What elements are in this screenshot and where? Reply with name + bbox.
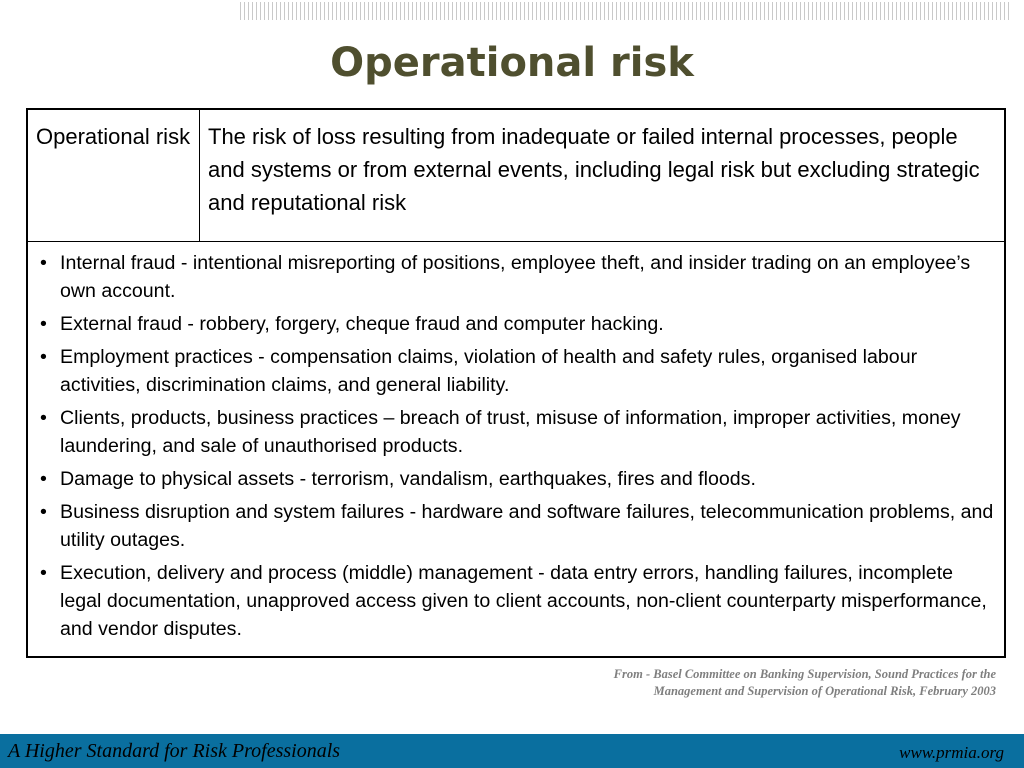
list-item [40,559,994,643]
bullet-icon: • [40,252,47,274]
source-citation [436,666,996,700]
source-line-2: Management and Supervision of Operational Risk, February 2003 [653,684,996,698]
list-item-text: Clients, products, business practices – breach of trust, misuse of information, improper activities, money laundering, and sale of unauthorised products. [60,407,961,457]
list-item-text: Internal fraud - intentional misreporting of positions, employee theft, and insider trading on an employee’s own account. [60,252,971,302]
bullet-icon: • [40,407,47,429]
header-stripes-decoration [240,2,1010,20]
list-item [40,343,994,399]
list-item-text: Execution, delivery and process (middle) management - data entry errors, handling failures, incomplete legal documentation, unapproved access given to client accounts, non-client counterparty misperformance, and vendor disputes. [60,562,987,640]
definition-row [28,110,1004,242]
list-item [40,404,994,460]
risk-category-list [28,242,1004,643]
footer-url-link[interactable]: www.prmia.org [899,743,1004,762]
bullet-icon: • [40,313,47,335]
footer-tagline: A Higher Standard for Risk Professionals [8,740,341,762]
bullet-icon: • [40,501,47,523]
bullet-icon: • [40,346,47,368]
list-item [40,249,994,305]
bullet-icon: • [40,468,47,490]
list-item [40,310,994,338]
list-item-text: Employment practices - compensation claims, violation of health and safety rules, organised labour activities, discrimination claims, and general liability. [60,346,918,396]
list-item-text: External fraud - robbery, forgery, cheque fraud and computer hacking. [60,313,664,335]
list-item-text: Business disruption and system failures - hardware and software failures, telecommunication problems, and utility outages. [60,501,994,551]
bullet-icon: • [40,562,47,584]
list-item [40,465,994,493]
definition-table [26,108,1006,658]
list-item [40,498,994,554]
definition-text: The risk of loss resulting from inadequate or failed internal processes, people and systems or from external events, including legal risk but excluding strategic and reputational risk [208,124,980,215]
list-item-text: Damage to physical assets - terrorism, vandalism, earthquakes, fires and floods. [60,468,756,490]
source-line-1: From - Basel Committee on Banking Supervision, Sound Practices for the [613,667,996,681]
footer-bar [0,734,1024,768]
slide-title: Operational risk [330,40,694,86]
definition-term: Operational risk [28,110,200,241]
